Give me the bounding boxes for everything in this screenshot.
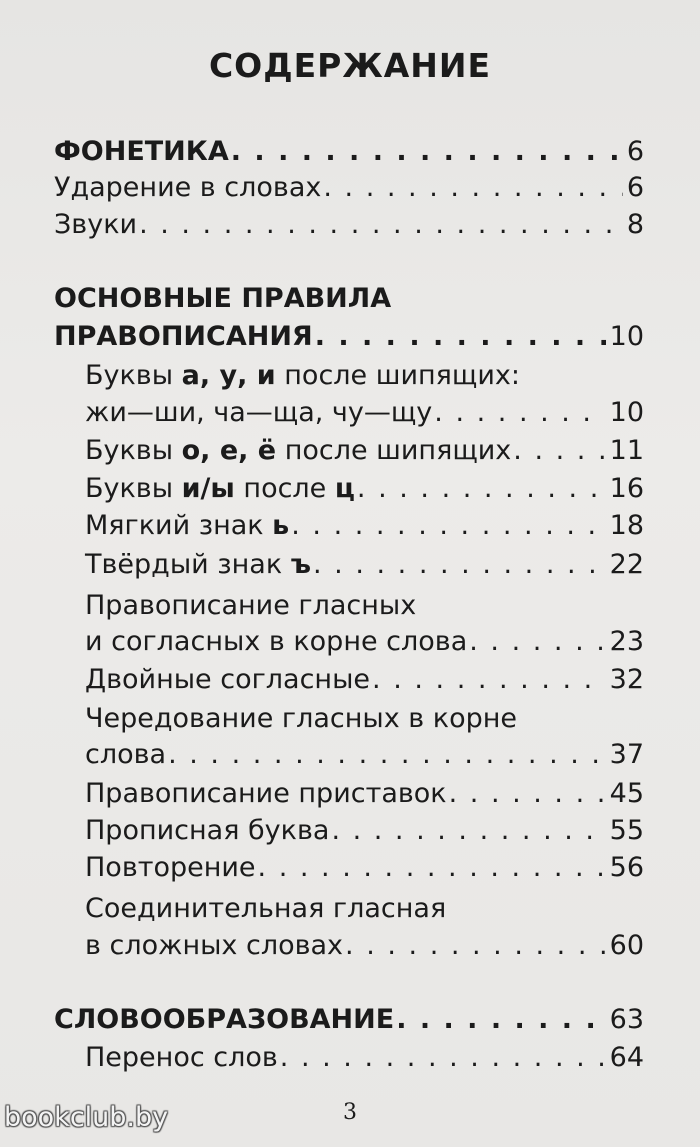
watermark: bookclub.by xyxy=(4,1102,169,1133)
toc-section-title-line1: ОСНОВНЫЕ ПРАВИЛА xyxy=(54,283,392,314)
dot-leader xyxy=(372,663,606,697)
toc-entry-line1: Чередование гласных в корне xyxy=(85,703,517,734)
toc-entry[interactable] xyxy=(85,509,644,543)
dot-leader xyxy=(345,929,606,963)
toc-entry[interactable] xyxy=(85,851,644,885)
toc-page-number: 11 xyxy=(609,435,644,466)
toc-entry[interactable] xyxy=(85,548,644,582)
dot-leader xyxy=(313,548,606,582)
toc-section-spelling[interactable] xyxy=(54,320,644,354)
toc-section-title: СЛОВООБРАЗОВАНИЕ xyxy=(54,1004,395,1035)
dot-leader xyxy=(291,509,605,543)
toc-section-title: ФОНЕТИКА xyxy=(54,136,229,167)
toc-page-number: 32 xyxy=(609,664,644,695)
toc-page-number: 18 xyxy=(609,510,644,541)
toc-page-number: 10 xyxy=(609,321,644,352)
toc-entry[interactable] xyxy=(85,929,644,963)
toc-page-number: 45 xyxy=(609,778,644,809)
dot-leader xyxy=(331,814,605,848)
toc-entry-label: Двойные согласные xyxy=(85,664,371,695)
toc-entry-label: Буквы и/ы после ц xyxy=(85,473,355,504)
toc-entry[interactable] xyxy=(85,738,644,772)
dot-leader xyxy=(469,625,605,659)
toc-page-number: 37 xyxy=(609,739,644,770)
toc-section-wordformation[interactable] xyxy=(54,1003,644,1037)
toc-entry[interactable] xyxy=(85,625,644,659)
dot-leader xyxy=(434,396,605,430)
toc-entry-line1: Соединительная гласная xyxy=(85,893,447,924)
toc-page-number: 56 xyxy=(609,852,644,883)
toc-page-number: 23 xyxy=(609,626,644,657)
toc-entry-label: жи—ши, ча—ща, чу—щу xyxy=(85,397,433,428)
toc-entry[interactable] xyxy=(85,472,644,506)
dot-leader xyxy=(396,1003,605,1037)
dot-leader xyxy=(139,208,623,242)
toc-entry-line1: Буквы а, у, и после шипящих: xyxy=(85,360,520,391)
toc-entry-label: Перенос слов xyxy=(85,1042,278,1073)
dot-leader xyxy=(168,738,606,772)
toc-entry[interactable] xyxy=(85,434,644,468)
toc-section-phonetics[interactable] xyxy=(54,135,644,169)
dot-leader xyxy=(315,320,606,354)
toc-page-number: 8 xyxy=(626,209,644,240)
dot-leader xyxy=(258,851,606,885)
dot-leader xyxy=(449,777,606,811)
toc-entry-label: Звуки xyxy=(54,209,138,240)
toc-entry-label: Повторение xyxy=(85,852,256,883)
toc-page-number: 6 xyxy=(626,136,644,167)
toc-entry-label: Твёрдый знак ъ xyxy=(85,549,312,580)
toc-entry-label: Прописная буква xyxy=(85,815,330,846)
dot-leader xyxy=(513,434,605,468)
toc-page-number: 63 xyxy=(609,1004,644,1035)
dot-leader xyxy=(231,135,623,169)
toc-section-title: ПРАВОПИСАНИЯ xyxy=(54,321,313,352)
toc-page-number: 10 xyxy=(609,397,644,428)
toc-page-number: 55 xyxy=(609,815,644,846)
page-number: 3 xyxy=(343,1100,357,1125)
toc-page-number: 22 xyxy=(609,549,644,580)
toc-entry-line1: Правописание гласных xyxy=(85,590,417,621)
toc-entry[interactable] xyxy=(85,663,644,697)
toc-entry-label: Буквы о, е, ё после шипящих xyxy=(85,435,512,466)
toc-page-number: 60 xyxy=(609,930,644,961)
toc-entry-label: в сложных словах xyxy=(85,930,344,961)
toc-page-number: 6 xyxy=(626,172,644,203)
toc-entry[interactable] xyxy=(85,814,644,848)
toc-entry-label: и согласных в корне слова xyxy=(85,626,468,657)
toc-entry[interactable] xyxy=(85,777,644,811)
toc-entry-label: Правописание приставок xyxy=(85,778,447,809)
toc-entry[interactable] xyxy=(85,396,644,430)
dot-leader xyxy=(323,171,622,205)
toc-entry[interactable] xyxy=(54,208,644,242)
toc-entry-label: Ударение в словах xyxy=(54,172,322,203)
toc-entry[interactable] xyxy=(54,171,644,205)
toc-entry[interactable] xyxy=(85,1041,644,1075)
toc-page-number: 64 xyxy=(609,1042,644,1073)
toc-entry-label: слова xyxy=(85,739,167,770)
toc-entry-label: Мягкий знак ь xyxy=(85,510,290,541)
page-title: СОДЕРЖАНИЕ xyxy=(208,46,492,85)
toc-page-number: 16 xyxy=(609,473,644,504)
dot-leader xyxy=(357,472,606,506)
dot-leader xyxy=(280,1041,606,1075)
